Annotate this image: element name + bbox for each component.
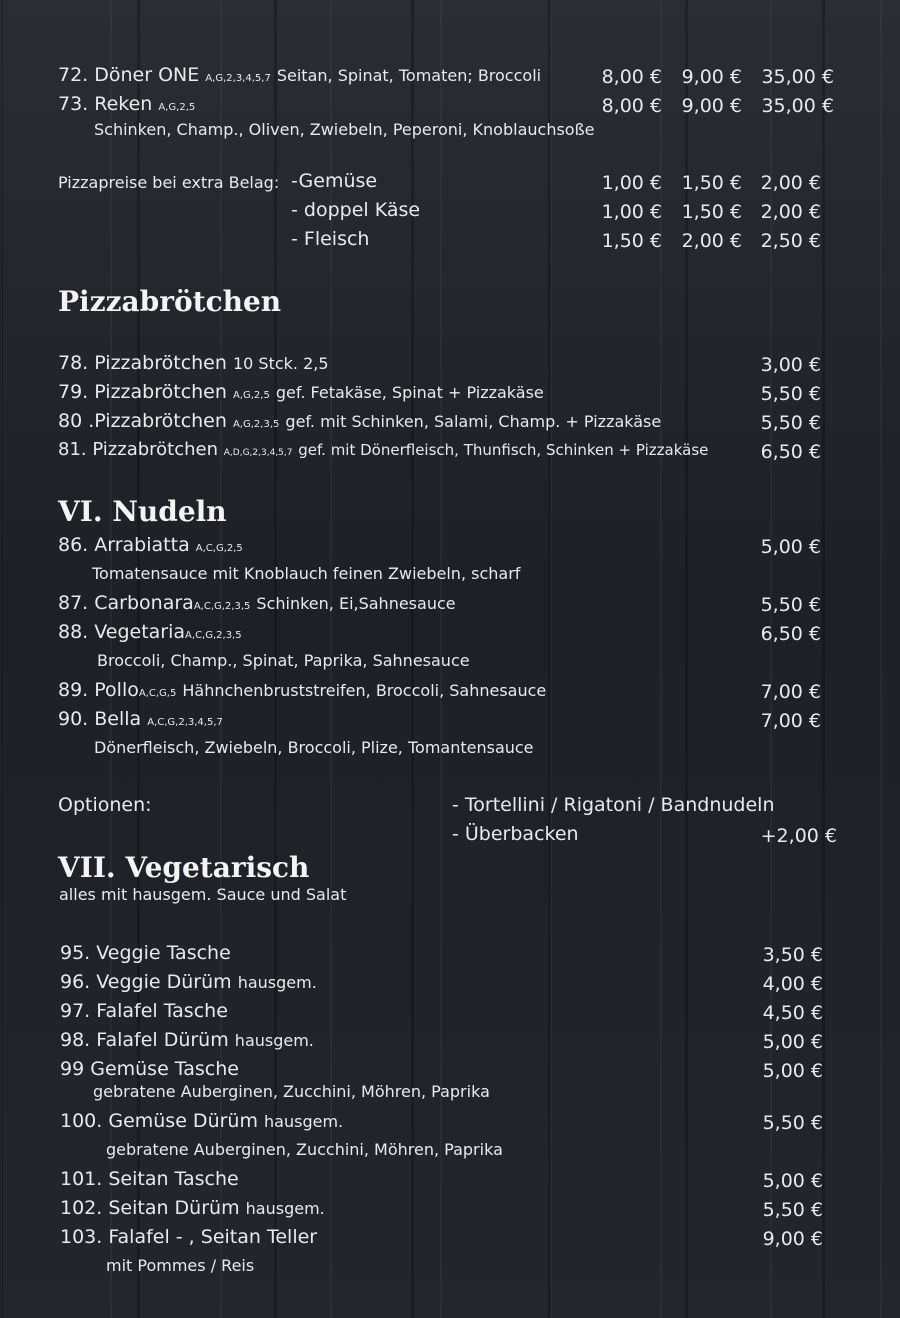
section-title-pizzabroetchen: Pizzabrötchen [58,285,282,318]
price-large: 2,50 € [760,230,821,252]
price-large: 35,00 € [761,66,834,88]
price-large: 2,00 € [760,172,821,194]
price: 5,00 € [760,536,821,558]
section-subtitle: alles mit hausgem. Sauce und Salat [59,885,347,904]
price: 5,50 € [762,1112,823,1134]
menu-item-99: 99 Gemüse Tasche [60,1058,239,1080]
menu-item-90: 90. Bella A,C,G,2,3,4,5,7 [58,708,223,730]
price: 7,00 € [760,710,821,732]
price: 4,50 € [762,1002,823,1024]
menu-item-97: 97. Falafel Tasche [60,1000,228,1022]
menu-item-101: 101. Seitan Tasche [60,1168,239,1190]
price-small: 8,00 € [601,66,662,88]
menu-item-72: 72. Döner ONE A,G,2,3,4,5,7 Seitan, Spinat, Tomaten; Broccoli [58,64,542,86]
price: 5,00 € [762,1170,823,1192]
option-ueberbacken-price: +2,00 € [760,825,837,847]
price: 5,00 € [762,1031,823,1053]
item-description: Broccoli, Champ., Spinat, Paprika, Sahnesauce [97,651,470,670]
option-ueberbacken: - Überbacken [452,823,579,845]
price: 3,50 € [762,944,823,966]
extra-label: Pizzapreise bei extra Belag: [58,173,280,192]
price-small: 8,00 € [601,95,662,117]
price: 6,50 € [760,441,821,463]
price-medium: 1,50 € [681,172,742,194]
price-medium: 9,00 € [681,66,742,88]
menu-item-102: 102. Seitan Dürüm hausgem. [60,1197,325,1219]
menu-item-81: 81. Pizzabrötchen A,D,G,2,3,4,5,7 gef. mit Dönerfleisch, Thunfisch, Schinken + Pizzakäse [58,439,709,460]
item-description: Schinken, Champ., Oliven, Zwiebeln, Peperoni, Knoblauchsoße [94,120,595,139]
section-title-vegetarisch: VII. Vegetarisch [58,851,310,884]
menu-item-88: 88. VegetariaA,C,G,2,3,5 [58,621,242,643]
item-description: Tomatensauce mit Knoblauch feinen Zwiebeln, scharf [92,564,521,583]
options-label: Optionen: [58,794,152,816]
menu-item-73: 73. Reken A,G,2,5 [58,93,196,115]
price: 5,50 € [760,594,821,616]
price-small: 1,00 € [601,172,662,194]
item-description: gebratene Auberginen, Zucchini, Möhren, Paprika [106,1140,503,1159]
menu-item-79: 79. Pizzabrötchen A,G,2,5 gef. Fetakäse, Spinat + Pizzakäse [58,381,544,403]
option-pasta-types: - Tortellini / Rigatoni / Bandnudeln [452,794,775,816]
price-medium: 1,50 € [681,201,742,223]
price-small: 1,00 € [601,201,662,223]
menu-item-98: 98. Falafel Dürüm hausgem. [60,1029,314,1051]
price: 7,00 € [760,681,821,703]
price-medium: 9,00 € [681,95,742,117]
price-large: 2,00 € [760,201,821,223]
menu-item-100: 100. Gemüse Dürüm hausgem. [60,1110,344,1132]
menu-item-87: 87. CarbonaraA,C,G,2,3,5 Schinken, Ei,Sahnesauce [58,592,456,614]
price: 5,50 € [762,1199,823,1221]
menu-item-103: 103. Falafel - , Seitan Teller [60,1226,318,1248]
extra-fleisch: - Fleisch [291,228,370,250]
price: 5,50 € [760,383,821,405]
item-description: gebratene Auberginen, Zucchini, Möhren, Paprika [93,1082,490,1101]
menu-item-96: 96. Veggie Dürüm hausgem. [60,971,317,993]
price: 5,00 € [762,1060,823,1082]
menu-item-80: 80 .Pizzabrötchen A,G,2,3,5 gef. mit Schinken, Salami, Champ. + Pizzakäse [58,410,662,432]
price: 9,00 € [762,1228,823,1250]
price: 5,50 € [760,412,821,434]
menu-item-78: 78. Pizzabrötchen 10 Stck. 2,5 [58,352,329,374]
menu-item-95: 95. Veggie Tasche [60,942,231,964]
price: 4,00 € [762,973,823,995]
extra-gemuese: -Gemüse [291,170,378,192]
price-small: 1,50 € [601,230,662,252]
price-medium: 2,00 € [681,230,742,252]
item-description: Dönerfleisch, Zwiebeln, Broccoli, Plize, Tomantensauce [94,738,534,757]
price: 3,00 € [760,354,821,376]
extra-kaese: - doppel Käse [291,199,421,221]
menu-item-86: 86. Arrabiatta A,C,G,2,5 [58,534,243,556]
item-description: mit Pommes / Reis [106,1256,255,1275]
menu-item-89: 89. PolloA,C,G,5 Hähnchenbruststreifen, Broccoli, Sahnesauce [58,679,547,701]
price: 6,50 € [760,623,821,645]
section-title-nudeln: VI. Nudeln [58,495,227,528]
price-large: 35,00 € [761,95,834,117]
